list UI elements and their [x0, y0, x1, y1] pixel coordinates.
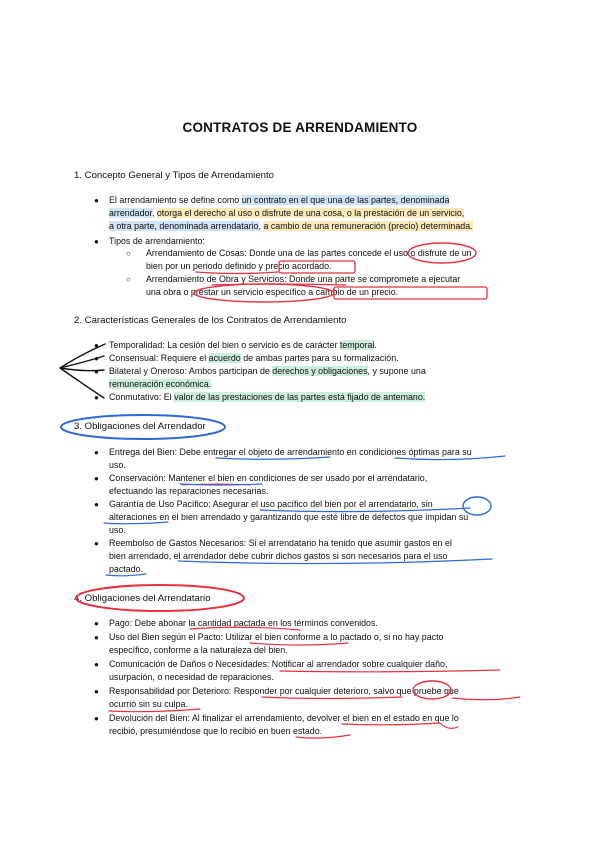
s3-item1-line1: Entrega del Bien: Debe entregar el objeto de arrendamiento en condiciones óptimas para su	[109, 447, 472, 457]
s1-item1-line1: El arrendamiento se define como un contrato en el que una de las partes, denominada	[109, 195, 450, 205]
s2-item1: Temporalidad: La cesión del bien o servicio es de carácter temporal.	[109, 340, 377, 350]
s3-item2-line1: Conservación: Mantener el bien en condiciones de ser usado por el arrendatario,	[109, 473, 428, 483]
s2-item3-line1: Bilateral y Oneroso: Ambos participan de derechos y obligaciones, y supone una	[109, 366, 426, 376]
bullet-icon: ●	[94, 500, 99, 509]
s3-item4-line1: Reembolso de Gastos Necesarios: Si el arrendatario ha tenido que asumir gastos en el	[109, 538, 452, 548]
s4-item3-line1: Comunicación de Daños o Necesidades: Notificar al arrendador sobre cualquier daño,	[109, 659, 448, 669]
bullet-icon: ●	[94, 354, 99, 363]
s1-sub1-line1: Arrendamiento de Cosas: Donde una de las partes concede el uso o disfrute de un	[146, 248, 472, 258]
s3-item1-line2: uso.	[109, 460, 126, 470]
bullet-icon: ●	[94, 474, 99, 483]
bullet-icon: ●	[94, 237, 99, 246]
s4-item2-line2: específico, conforme a la naturaleza del bien.	[109, 645, 288, 655]
s4-item4-line1: Responsabilidad por Deterioro: Responder por cualquier deterioro, salvo que pruebe que	[109, 686, 459, 696]
s4-item4-line2: ocurrió sin su culpa.	[109, 699, 188, 709]
bullet-icon: ●	[94, 619, 99, 628]
s4-item5-line1: Devolución del Bien: Al finalizar el arrendamiento, devolver el bien en el estado en que lo	[109, 713, 459, 723]
s2-item4: Conmutativo: El valor de las prestaciones de las partes está fijado de antemano.	[109, 392, 426, 402]
red-underline-prueba	[452, 697, 520, 700]
s3-item3-line3: uso.	[109, 525, 126, 535]
bullet-icon: ●	[94, 714, 99, 723]
red-underline-responder	[262, 697, 402, 699]
bullet-icon: ●	[94, 633, 99, 642]
s2-item2: Consensual: Requiere el acuerdo de ambas partes para su formalización.	[109, 353, 399, 363]
s1-sub2-line2: una obra o prestar un servicio específico a cambio de un precio.	[146, 287, 399, 297]
s3-item3-line2: alteraciones en el bien arrendado y garantizando que esté libre de defectos que impidan su	[109, 512, 469, 522]
bullet-icon: ●	[94, 341, 99, 350]
s2-item3-line2: remuneración económica.	[109, 379, 212, 389]
s4-item1: Pago: Debe abonar la cantidad pactada en los términos convenidos.	[109, 618, 378, 628]
s3-item4-line3: pactado.	[109, 564, 144, 574]
sub-bullet-icon: ○	[126, 249, 131, 258]
s1-item1-line2: arrendador, otorga el derecho al uso o disfrute de una cosa, o la prestación de un servicio,	[109, 208, 465, 218]
s3-item4-line2: bien arrendado, el arrendador debe cubrir dichos gastos si son necesarios para el uso	[109, 551, 448, 561]
bullet-icon: ●	[94, 687, 99, 696]
section-4-heading: 4. Obligaciones del Arrendatario	[74, 593, 211, 604]
s3-item2-line2: efectuando las reparaciones necesarias.	[109, 486, 269, 496]
section-2-heading: 2. Características Generales de los Contratos de Arrendamiento	[74, 315, 347, 326]
s3-item3-line1: Garantía de Uso Pacífico: Asegurar el uso pacífico del bien por el arrendatario, sin	[109, 499, 433, 509]
s4-item5-line2: recibió, presumiéndose que lo recibió en buen estado.	[109, 726, 323, 736]
red-underline-notificar	[280, 670, 500, 672]
section-3-heading: 3. Obligaciones del Arrendador	[74, 421, 206, 432]
s1-sub1-line2: bien por un periodo definido y precio acordado.	[146, 261, 332, 271]
bullet-icon: ●	[94, 393, 99, 402]
s1-sub2-line1: Arrendamiento de Obra y Servicios: Donde una parte se compromete a ejecutar	[146, 274, 461, 284]
bullet-icon: ●	[94, 539, 99, 548]
s4-item3-line2: usurpación, o necesidad de reparaciones.	[109, 672, 274, 682]
s1-item2-line1: Tipos de arrendamiento:	[109, 236, 205, 246]
sub-bullet-icon: ○	[126, 275, 131, 284]
s1-item1-line3: a otra parte, denominada arrendatario, a cambio de una remuneración (precio) determinada.	[109, 221, 473, 231]
bullet-icon: ●	[94, 448, 99, 457]
s4-item2-line1: Uso del Bien según el Pacto: Utilizar el bien conforme a lo pactado o, si no hay pacto	[109, 632, 444, 642]
bullet-icon: ●	[94, 660, 99, 669]
bullet-icon: ●	[94, 196, 99, 205]
blue-underline-mantener	[180, 484, 262, 485]
section-1-heading: 1. Concepto General y Tipos de Arrendamiento	[74, 170, 274, 181]
document-title: CONTRATOS DE ARRENDAMIENTO	[182, 120, 418, 135]
red-underline-conservacion	[182, 484, 250, 485]
bullet-icon: ●	[94, 367, 99, 376]
